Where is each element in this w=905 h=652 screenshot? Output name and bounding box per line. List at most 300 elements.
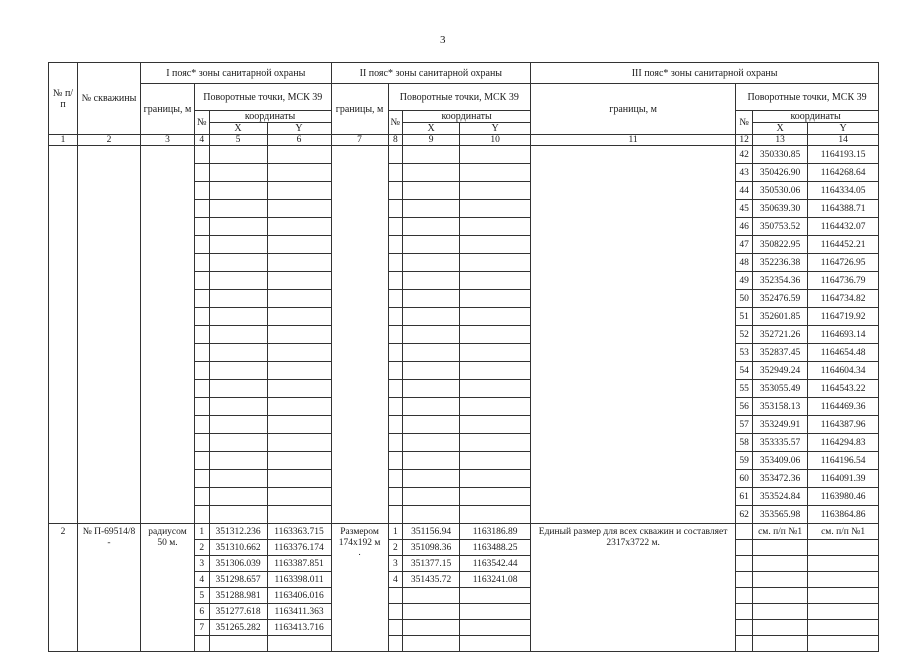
zone2-point-x <box>403 636 460 652</box>
zone3-point-y <box>808 636 879 652</box>
zone3-point-y: 1164196.54 <box>808 452 879 470</box>
zone3-point-no: 50 <box>736 290 753 308</box>
zone2-point-no <box>388 200 403 218</box>
zone3-point-x: 353472.36 <box>753 470 808 488</box>
zone3-point-y: 1164736.79 <box>808 272 879 290</box>
zone2-point-y <box>460 604 531 620</box>
zone3-point-no: 47 <box>736 236 753 254</box>
zone2-point-x: 351156.94 <box>403 524 460 540</box>
zone1-point-x: 351277.618 <box>209 604 267 620</box>
zone3-point-y: 1164452.21 <box>808 236 879 254</box>
zone2-point-x <box>403 236 460 254</box>
header-zone3-borders: границы, м <box>531 84 736 135</box>
header-zone1-borders: границы, м <box>141 84 195 135</box>
zone2-point-x: 351435.72 <box>403 572 460 588</box>
zone3-point-x: 352236.38 <box>753 254 808 272</box>
row2-well: № П-69514/8 - <box>78 524 141 652</box>
zone2-point-x: 351377.15 <box>403 556 460 572</box>
column-number-row <box>49 135 879 146</box>
zone2-point-no <box>388 416 403 434</box>
zone3-point-y: 1164693.14 <box>808 326 879 344</box>
zone1-point-x <box>209 434 267 452</box>
column-number: 10 <box>460 135 531 146</box>
zone3-point-x: 350822.95 <box>753 236 808 254</box>
row1-zone3-border <box>531 146 736 524</box>
zone1-point-x: 351288.981 <box>209 588 267 604</box>
zone3-point-y: 1164604.34 <box>808 362 879 380</box>
header-zone1: I пояс* зоны санитарной охраны <box>141 63 332 84</box>
page-number: 3 <box>440 34 446 46</box>
zone1-point-no <box>195 434 210 452</box>
zone1-point-y <box>267 254 331 272</box>
zone2-point-x <box>403 588 460 604</box>
header-zone1-coords: координаты <box>209 111 331 123</box>
zone2-point-y <box>460 344 531 362</box>
zone1-point-x <box>209 290 267 308</box>
zone3-point-y: 1164193.15 <box>808 146 879 164</box>
zone2-point-x <box>403 164 460 182</box>
zone1-point-y: 1163363.715 <box>267 524 331 540</box>
zone2-point-no <box>388 488 403 506</box>
zone3-point-x <box>753 556 808 572</box>
zone2-point-x <box>403 362 460 380</box>
zone2-point-x <box>403 218 460 236</box>
zone1-point-no: 2 <box>195 540 210 556</box>
zone1-point-y <box>267 164 331 182</box>
zone3-point-x: 350530.06 <box>753 182 808 200</box>
column-number: 12 <box>736 135 753 146</box>
zone3-point-no: 46 <box>736 218 753 236</box>
header-zone2-borders: границы, м <box>331 84 388 135</box>
zone3-point-no: 54 <box>736 362 753 380</box>
zone2-point-no <box>388 326 403 344</box>
header-well: № скважины <box>78 63 141 135</box>
zone1-point-no <box>195 636 210 652</box>
zone3-point-no <box>736 636 753 652</box>
zone1-point-x <box>209 416 267 434</box>
header-zone3-coords: координаты <box>753 111 879 123</box>
row2-body <box>49 524 879 652</box>
zone2-point-y <box>460 272 531 290</box>
zone1-point-x <box>209 636 267 652</box>
header-zone1-y: Y <box>267 123 331 135</box>
zone3-point-y <box>808 620 879 636</box>
zone2-point-y <box>460 636 531 652</box>
zone2-point-y <box>460 146 531 164</box>
zone1-point-no <box>195 290 210 308</box>
zone2-point-x <box>403 506 460 524</box>
zone3-point-y: 1164387.96 <box>808 416 879 434</box>
zone1-point-x <box>209 470 267 488</box>
zone2-point-no <box>388 362 403 380</box>
zone1-point-no <box>195 236 210 254</box>
column-number: 14 <box>808 135 879 146</box>
zone1-point-y <box>267 416 331 434</box>
zone1-point-y <box>267 636 331 652</box>
zone1-point-x <box>209 362 267 380</box>
zone1-point-y <box>267 506 331 524</box>
zone2-point-y <box>460 254 531 272</box>
zone2-point-no <box>388 588 403 604</box>
zone1-point-y <box>267 434 331 452</box>
zone3-point-y: 1164726.95 <box>808 254 879 272</box>
zone2-point-x <box>403 290 460 308</box>
column-number: 1 <box>49 135 78 146</box>
zone1-point-y <box>267 182 331 200</box>
zone1-point-no <box>195 398 210 416</box>
zone3-point-x: 353158.13 <box>753 398 808 416</box>
zone1-point-x: 351298.657 <box>209 572 267 588</box>
row1-zone1-border <box>141 146 195 524</box>
zone2-point-no <box>388 636 403 652</box>
zone1-point-no: 6 <box>195 604 210 620</box>
zone3-point-no <box>736 524 753 540</box>
zone1-point-x <box>209 218 267 236</box>
zone2-point-no <box>388 146 403 164</box>
column-number: 3 <box>141 135 195 146</box>
zone2-point-no <box>388 290 403 308</box>
zone1-point-no <box>195 146 210 164</box>
column-number: 6 <box>267 135 331 146</box>
zone3-point-x: 352721.26 <box>753 326 808 344</box>
zone3-point-x: 352601.85 <box>753 308 808 326</box>
zone3-point-no: 57 <box>736 416 753 434</box>
zone2-point-y <box>460 398 531 416</box>
column-number: 9 <box>403 135 460 146</box>
zone1-point-no <box>195 506 210 524</box>
zone3-point-no <box>736 588 753 604</box>
zone3-point-y <box>808 540 879 556</box>
zone3-point-y: 1164432.07 <box>808 218 879 236</box>
row1-well <box>78 146 141 524</box>
zone2-point-x <box>403 182 460 200</box>
zone1-point-x <box>209 200 267 218</box>
zone2-point-no <box>388 452 403 470</box>
row1-body <box>49 146 879 524</box>
zone1-point-no <box>195 488 210 506</box>
header-zone3-no: № <box>736 111 753 135</box>
zone3-point-x <box>753 540 808 556</box>
zone1-point-x: 351306.039 <box>209 556 267 572</box>
zone2-point-y <box>460 588 531 604</box>
zone1-point-no: 4 <box>195 572 210 588</box>
zone1-point-no <box>195 254 210 272</box>
zone1-point-no <box>195 362 210 380</box>
zone2-point-no <box>388 344 403 362</box>
zone2-point-no <box>388 470 403 488</box>
zone2-point-y <box>460 452 531 470</box>
zone3-point-no: 43 <box>736 164 753 182</box>
zone2-point-x <box>403 146 460 164</box>
zone1-point-y <box>267 326 331 344</box>
zone3-point-y: 1163864.86 <box>808 506 879 524</box>
zone1-point-y <box>267 380 331 398</box>
zone3-point-no: 49 <box>736 272 753 290</box>
column-number: 8 <box>388 135 403 146</box>
zone1-point-no <box>195 452 210 470</box>
zone2-point-y <box>460 620 531 636</box>
zone1-point-x <box>209 272 267 290</box>
zone2-point-y <box>460 416 531 434</box>
zone1-point-x <box>209 344 267 362</box>
zone2-point-y <box>460 182 531 200</box>
zone3-point-y: 1164734.82 <box>808 290 879 308</box>
zone1-point-x <box>209 182 267 200</box>
row2-zone3-border: Единый размер для всех скважин и составляет 2317х3722 м. <box>531 524 736 652</box>
zone2-point-y: 1163488.25 <box>460 540 531 556</box>
zone1-point-y <box>267 200 331 218</box>
zone3-point-no: 62 <box>736 506 753 524</box>
zone3-point-y: 1164388.71 <box>808 200 879 218</box>
zone3-point-x: 350753.52 <box>753 218 808 236</box>
header-zone2-x: X <box>403 123 460 135</box>
zone3-point-no: 61 <box>736 488 753 506</box>
zone3-point-y: 1164091.39 <box>808 470 879 488</box>
zone3-point-no: 60 <box>736 470 753 488</box>
zone2-point-y <box>460 506 531 524</box>
zone2-point-no <box>388 604 403 620</box>
zone2-border-dot: . <box>358 548 361 559</box>
zone2-point-no <box>388 164 403 182</box>
table-row <box>49 524 879 540</box>
zone1-point-x: 351312.236 <box>209 524 267 540</box>
zone3-point-no: 53 <box>736 344 753 362</box>
zone3-point-y: 1164294.83 <box>808 434 879 452</box>
zone2-point-x <box>403 604 460 620</box>
zone3-point-x: 350639.30 <box>753 200 808 218</box>
zone1-point-y <box>267 290 331 308</box>
zone1-point-no <box>195 200 210 218</box>
zone2-point-no <box>388 380 403 398</box>
zone2-point-y <box>460 200 531 218</box>
zone2-point-y <box>460 470 531 488</box>
zone3-point-x: 353249.91 <box>753 416 808 434</box>
zone1-point-x <box>209 308 267 326</box>
zone1-point-y: 1163387.851 <box>267 556 331 572</box>
zone1-point-y <box>267 398 331 416</box>
zone2-point-y <box>460 362 531 380</box>
zone1-point-x <box>209 488 267 506</box>
zone3-point-no <box>736 556 753 572</box>
zone2-point-no <box>388 254 403 272</box>
zone3-point-no <box>736 540 753 556</box>
zone3-point-x: 353565.98 <box>753 506 808 524</box>
zone2-point-y <box>460 326 531 344</box>
zone2-point-no <box>388 506 403 524</box>
zone2-border-size: Размером 174х192 м <box>338 527 381 548</box>
zone1-point-y: 1163406.016 <box>267 588 331 604</box>
zone2-point-no: 2 <box>388 540 403 556</box>
column-number: 2 <box>78 135 141 146</box>
zone1-point-no <box>195 308 210 326</box>
zone2-point-x <box>403 272 460 290</box>
header-zone2-no: № <box>388 111 403 135</box>
zone2-point-x <box>403 488 460 506</box>
zone3-point-y: см. п/п №1 <box>808 524 879 540</box>
zone1-point-no <box>195 380 210 398</box>
zone1-point-no <box>195 272 210 290</box>
zone1-point-no <box>195 326 210 344</box>
zone1-point-y <box>267 362 331 380</box>
zone2-point-no <box>388 182 403 200</box>
zone2-point-no: 3 <box>388 556 403 572</box>
zone2-point-x <box>403 254 460 272</box>
zone3-point-y: 1164719.92 <box>808 308 879 326</box>
zone3-point-no: 48 <box>736 254 753 272</box>
zone3-point-y: 1164543.22 <box>808 380 879 398</box>
column-number: 13 <box>753 135 808 146</box>
zone2-point-x <box>403 620 460 636</box>
zone2-point-y <box>460 164 531 182</box>
zone3-point-no: 52 <box>736 326 753 344</box>
zone3-point-no: 55 <box>736 380 753 398</box>
zone3-point-y <box>808 604 879 620</box>
zone2-point-x <box>403 380 460 398</box>
zone2-point-no <box>388 398 403 416</box>
zone3-point-no: 51 <box>736 308 753 326</box>
zone2-point-y: 1163186.89 <box>460 524 531 540</box>
zone3-point-x: 350426.90 <box>753 164 808 182</box>
header-zone2-y: Y <box>460 123 531 135</box>
zone2-point-y: 1163542.44 <box>460 556 531 572</box>
zone3-point-y: 1163980.46 <box>808 488 879 506</box>
zone2-point-y <box>460 290 531 308</box>
column-number: 5 <box>209 135 267 146</box>
zone1-point-x <box>209 506 267 524</box>
zone2-point-y <box>460 488 531 506</box>
zone2-point-y <box>460 218 531 236</box>
zone3-point-no: 56 <box>736 398 753 416</box>
zone3-point-x: 352837.45 <box>753 344 808 362</box>
zone1-point-x <box>209 164 267 182</box>
zone3-point-x <box>753 572 808 588</box>
column-number: 7 <box>331 135 388 146</box>
zone3-point-x: 353335.57 <box>753 434 808 452</box>
zone2-point-no <box>388 236 403 254</box>
zone2-point-x <box>403 200 460 218</box>
header-zone2: II пояс* зоны санитарной охраны <box>331 63 531 84</box>
zone2-point-x <box>403 326 460 344</box>
zone1-point-y <box>267 146 331 164</box>
header-zone3: III пояс* зоны санитарной охраны <box>531 63 879 84</box>
zone3-point-x: см. п/п №1 <box>753 524 808 540</box>
zone1-point-no <box>195 182 210 200</box>
zone2-point-x <box>403 470 460 488</box>
header-zone1-x: X <box>209 123 267 135</box>
zone1-point-y <box>267 344 331 362</box>
header-num: № п/п <box>49 63 78 135</box>
zone1-point-no <box>195 470 210 488</box>
zone3-point-y <box>808 572 879 588</box>
zone2-point-no <box>388 308 403 326</box>
zone3-point-no: 59 <box>736 452 753 470</box>
header-zone2-coords: координаты <box>403 111 531 123</box>
zone1-point-y <box>267 470 331 488</box>
zone1-point-no <box>195 218 210 236</box>
header-zone3-points: Поворотные точки, МСК 39 <box>736 84 879 111</box>
zone2-point-x <box>403 452 460 470</box>
zone1-point-x <box>209 380 267 398</box>
column-number: 4 <box>195 135 210 146</box>
sanitary-zone-table <box>48 62 879 652</box>
zone3-point-y: 1164334.05 <box>808 182 879 200</box>
zone2-point-no <box>388 272 403 290</box>
zone1-point-x: 351310.662 <box>209 540 267 556</box>
zone1-point-x <box>209 254 267 272</box>
zone2-point-no <box>388 434 403 452</box>
zone2-point-y <box>460 434 531 452</box>
zone3-point-x: 350330.85 <box>753 146 808 164</box>
zone3-point-x: 353055.49 <box>753 380 808 398</box>
zone1-point-y <box>267 452 331 470</box>
zone1-point-y: 1163376.174 <box>267 540 331 556</box>
header-zone1-no: № <box>195 111 210 135</box>
zone3-point-x: 353524.84 <box>753 488 808 506</box>
zone2-point-x <box>403 308 460 326</box>
zone3-point-y <box>808 556 879 572</box>
zone3-point-y: 1164268.64 <box>808 164 879 182</box>
zone1-point-y <box>267 218 331 236</box>
header-zone3-y: Y <box>808 123 879 135</box>
zone2-point-y <box>460 308 531 326</box>
zone1-point-no: 5 <box>195 588 210 604</box>
zone2-point-y: 1163241.08 <box>460 572 531 588</box>
row2-zone2-border <box>331 524 388 652</box>
zone1-point-no <box>195 164 210 182</box>
zone3-point-no: 44 <box>736 182 753 200</box>
header-zone2-points: Поворотные точки, МСК 39 <box>388 84 531 111</box>
zone3-point-no: 58 <box>736 434 753 452</box>
zone2-point-y <box>460 380 531 398</box>
zone3-point-x: 353409.06 <box>753 452 808 470</box>
zone1-point-no: 7 <box>195 620 210 636</box>
row1-num <box>49 146 78 524</box>
row1-zone2-border <box>331 146 388 524</box>
zone1-point-y: 1163398.011 <box>267 572 331 588</box>
zone2-point-x <box>403 434 460 452</box>
zone1-point-y <box>267 488 331 506</box>
zone1-point-x <box>209 398 267 416</box>
zone1-point-x <box>209 146 267 164</box>
zone3-point-no <box>736 572 753 588</box>
zone2-point-x: 351098.36 <box>403 540 460 556</box>
zone2-point-y <box>460 236 531 254</box>
table-row <box>49 146 879 164</box>
zone2-point-no <box>388 218 403 236</box>
zone3-point-y: 1164469.36 <box>808 398 879 416</box>
zone1-point-x <box>209 236 267 254</box>
header-row-points <box>49 84 879 111</box>
column-number: 11 <box>531 135 736 146</box>
zone3-point-y: 1164654.48 <box>808 344 879 362</box>
row2-zone1-border: радиусом 50 м. <box>141 524 195 652</box>
zone1-point-y <box>267 236 331 254</box>
zone2-point-no <box>388 620 403 636</box>
row2-num: 2 <box>49 524 78 652</box>
zone3-point-no <box>736 620 753 636</box>
zone1-point-y: 1163413.716 <box>267 620 331 636</box>
zone3-point-x: 352354.36 <box>753 272 808 290</box>
header-zone3-x: X <box>753 123 808 135</box>
zone1-point-x <box>209 326 267 344</box>
zone3-point-x <box>753 620 808 636</box>
zone2-point-no: 1 <box>388 524 403 540</box>
zone2-point-x <box>403 398 460 416</box>
zone1-point-x: 351265.282 <box>209 620 267 636</box>
header-zone1-points: Поворотные точки, МСК 39 <box>195 84 332 111</box>
zone1-point-y: 1163411.363 <box>267 604 331 620</box>
zone3-point-no <box>736 604 753 620</box>
